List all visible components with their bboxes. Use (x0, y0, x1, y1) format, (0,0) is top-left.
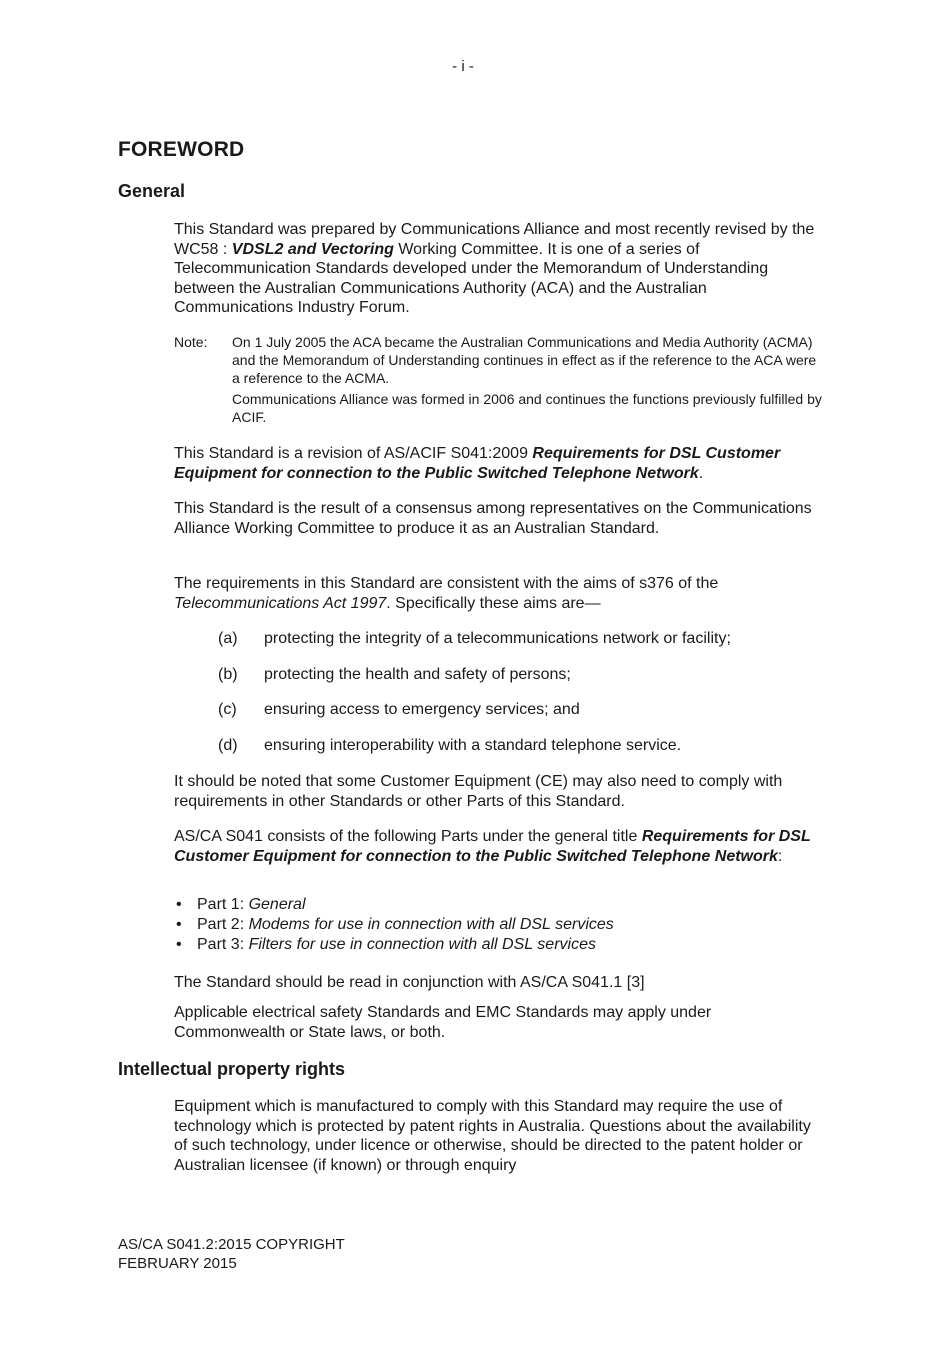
list-item (174, 915, 614, 935)
part-title: Modems for use in connection with all DSL services (248, 915, 614, 933)
act-title: Telecommunications Act 1997 (174, 594, 387, 612)
part-prefix: Part 3: (197, 935, 249, 953)
paragraph-conjunction (174, 973, 824, 993)
paragraph-patents (174, 1097, 824, 1175)
text: It should be noted that some Customer Equipment (CE) may also need to comply with requirements in other Standards or other Parts of this Standard. (174, 773, 783, 810)
paragraph-revision (174, 444, 824, 483)
paragraph-compliance (174, 772, 824, 811)
note-label: Note: (174, 334, 208, 350)
part-title: General (248, 896, 306, 913)
text: Equipment which is manufactured to comply with this Standard may require the use of technology which is protected by patent rights in Australia. Questions about the availability of such technology, under licence or otherwise, should be directed to the patent holder or Australian licensee (if known) or through enquiry (174, 1098, 811, 1174)
text: Working Committee. It is one of a series of Telecommunication Standards developed under the Memorandum of Understanding between the Australian Communications Authority (ACA) and the Australian Communications Industry Forum. (174, 240, 769, 317)
text: . (698, 464, 704, 482)
list-text: protecting the health and safety of persons; (264, 666, 571, 683)
text: This Standard is a revision of AS/ACIF S041:2009 (174, 445, 533, 462)
list-label: (a) (218, 630, 238, 647)
paragraph-parts (174, 827, 824, 866)
list-item (218, 629, 818, 648)
text: AS/CA S041 consists of the following Parts under the general title (174, 828, 642, 845)
text: : (777, 847, 783, 865)
paragraph-consensus (174, 499, 824, 538)
note-text-acif: Communications Alliance was formed in 2006 and continues the functions previously fulfilled by ACIF. (232, 391, 822, 425)
text: This Standard is the result of a consensus among representatives on the Communications Alliance Working Committee to produce it as an Australian Standard. (174, 500, 812, 537)
footer (118, 1235, 345, 1273)
list-text: protecting the integrity of a telecommunications network or facility; (264, 630, 731, 647)
part-prefix: Part 1: (197, 896, 249, 913)
list-label: (b) (218, 666, 238, 683)
text: The Standard should be read in conjunction with AS/CA S041.1 [3] (174, 974, 645, 991)
note-block (174, 333, 824, 426)
text: . Specifically these aims are— (386, 594, 601, 612)
paragraph-preparation (174, 220, 824, 318)
note-text-acma: On 1 July 2005 the ACA became the Australian Communications and Media Authority (ACMA) and the Memorandum of Understanding continues in effect as if the reference to the ACA were a reference to the ACMA. (232, 334, 817, 386)
list-label: (d) (218, 737, 238, 754)
paragraph-safety (174, 1003, 824, 1042)
text: This Standard was prepared by Communications Alliance and most recently revised by the WC58 : (174, 221, 815, 258)
page-title: FOREWORD (118, 138, 245, 161)
footer-date: FEBRUARY 2015 (118, 1255, 237, 1272)
footer-copyright: AS/CA S041.2:2015 COPYRIGHT (118, 1236, 345, 1253)
committee-name: VDSL2 and Vectoring (231, 240, 394, 258)
section-heading-ip: Intellectual property rights (118, 1059, 346, 1079)
part-title: Filters for use in connection with all DSL services (248, 935, 596, 953)
text: Applicable electrical safety Standards and EMC Standards may apply under Commonwealth or State laws, or both. (174, 1004, 712, 1041)
list-item (218, 665, 818, 684)
section-heading-general: General (118, 181, 186, 201)
standard-title: Requirements for DSL Customer Equipment for connection to the Public Switched Telephone Network (174, 445, 781, 482)
list-item (218, 700, 818, 719)
paragraph-requirements (174, 574, 824, 613)
list-label: (c) (218, 701, 237, 718)
standard-title: Requirements for DSL Customer Equipment for connection to the Public Switched Telephone Network (174, 828, 811, 865)
list-item (218, 736, 818, 755)
list-text: ensuring access to emergency services; and (264, 701, 580, 718)
page-number: - i - (452, 58, 474, 75)
text: The requirements in this Standard are consistent with the aims of s376 of the (174, 575, 719, 592)
part-prefix: Part 2: (197, 915, 249, 933)
list-item (174, 895, 614, 915)
list-text: ensuring interoperability with a standard telephone service. (264, 737, 682, 754)
parts-list (174, 895, 614, 954)
list-item (174, 935, 614, 955)
